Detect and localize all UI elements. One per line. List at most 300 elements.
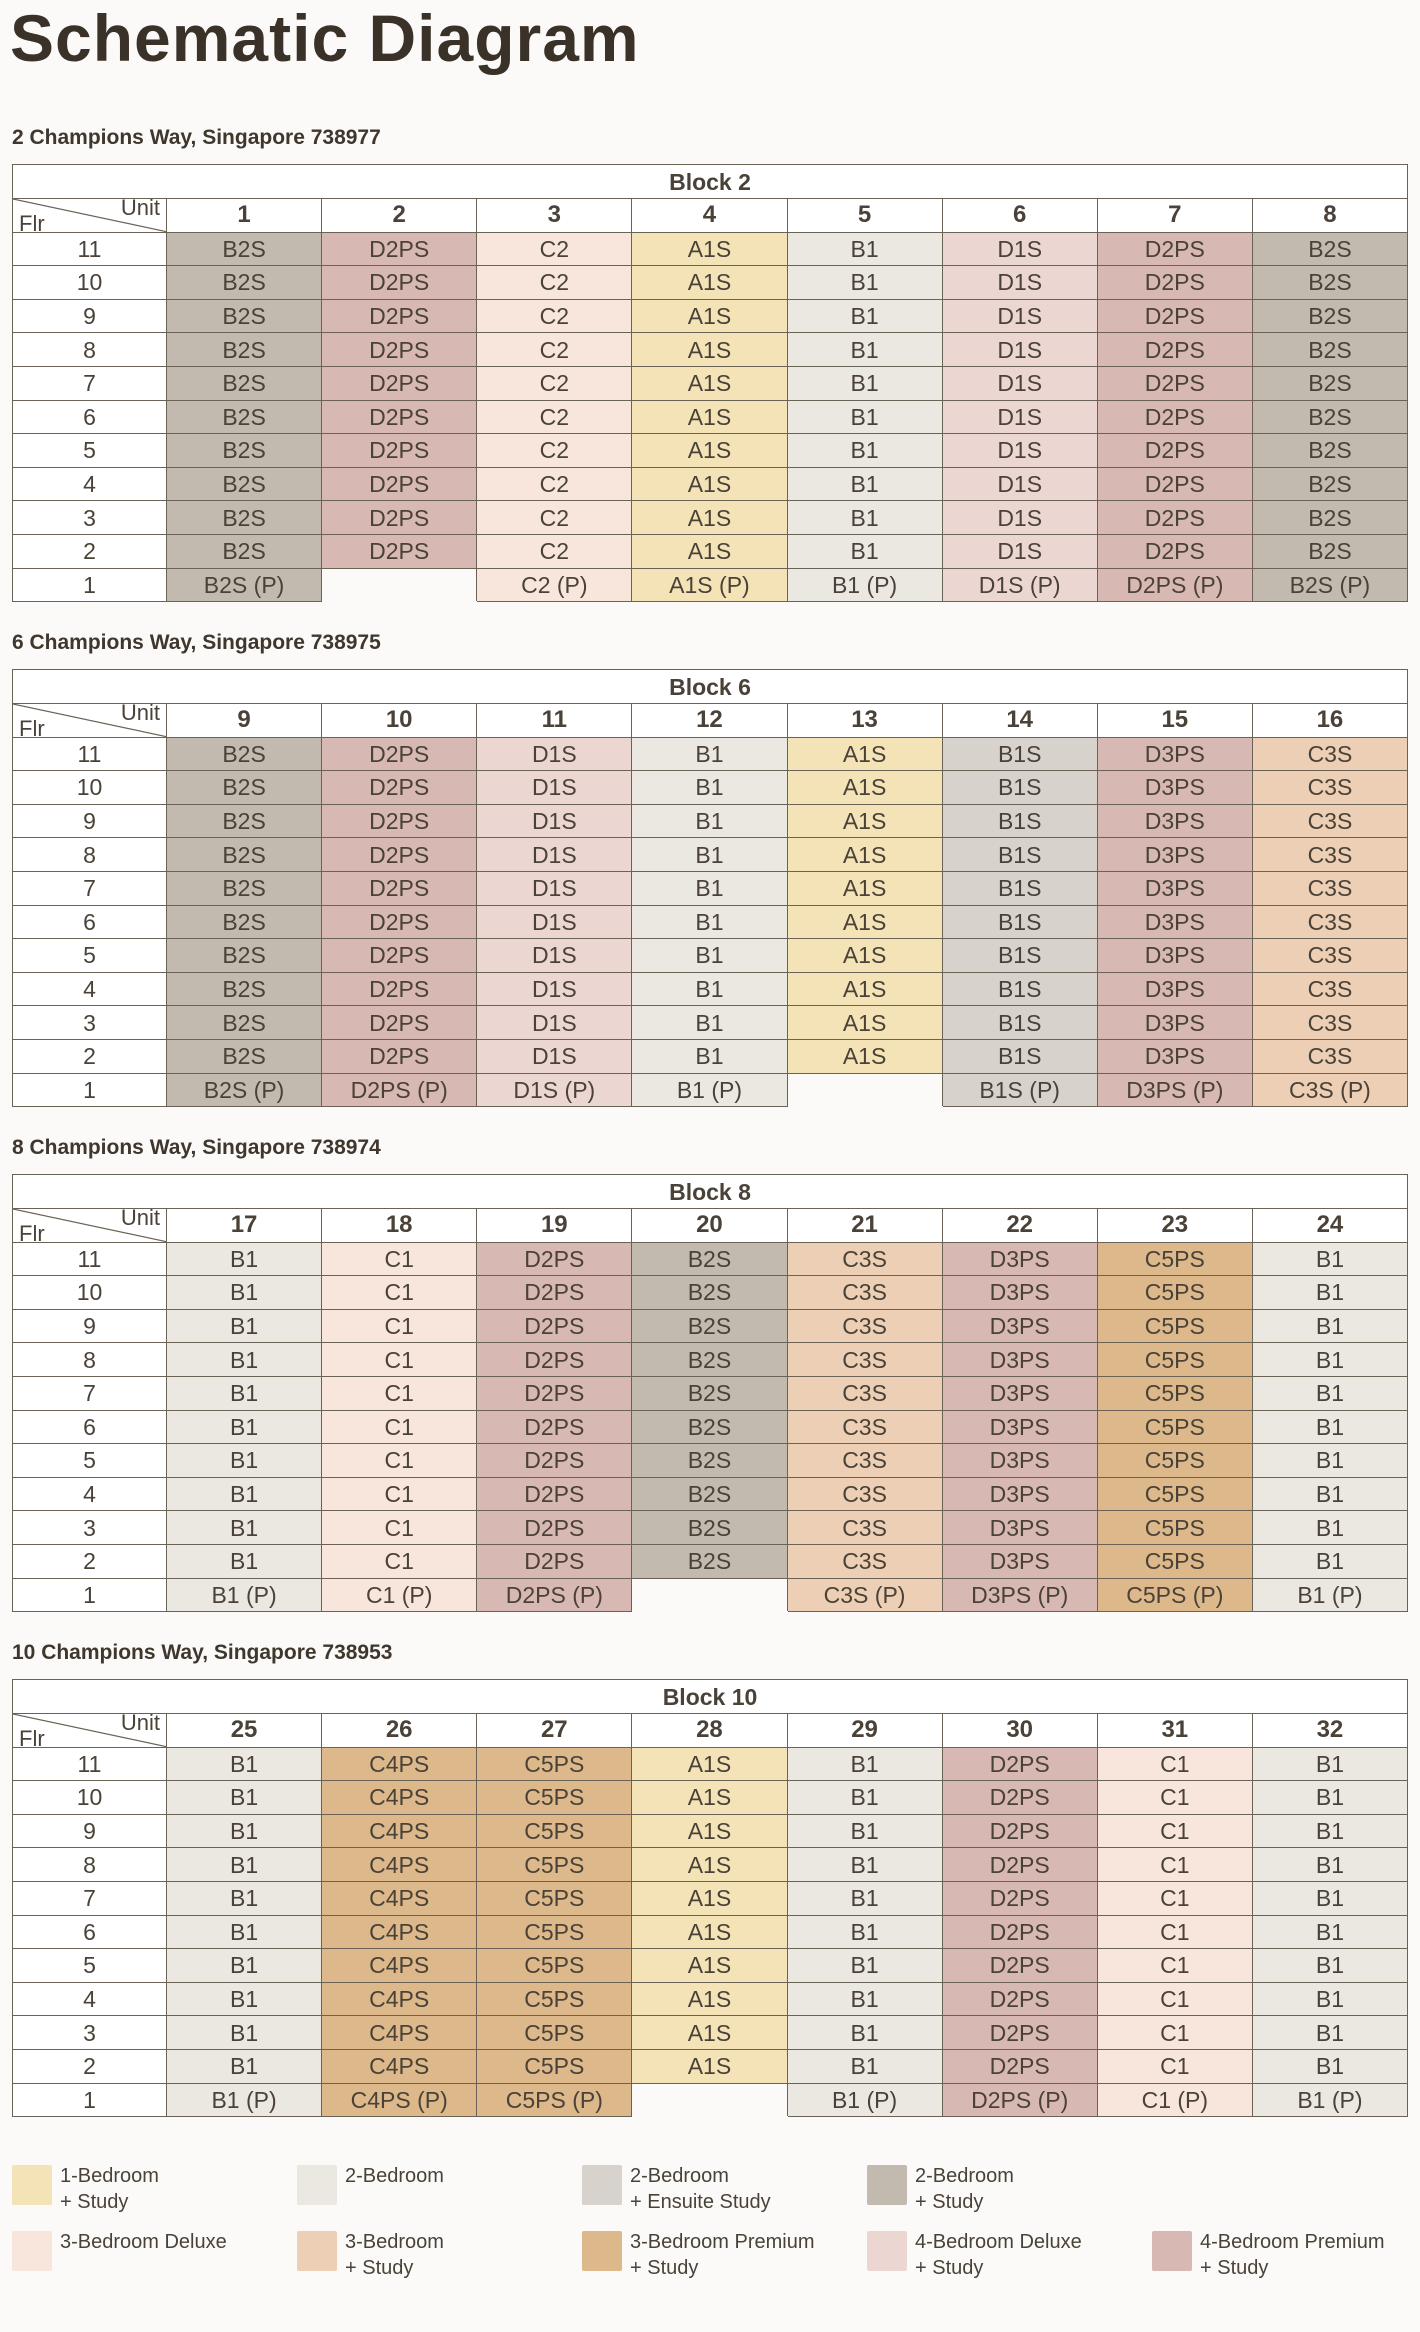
unit-cell: D1S: [942, 534, 1097, 568]
unit-cell-ground: B2S (P): [1252, 568, 1407, 602]
unit-cell-ground: B1 (P): [1252, 1578, 1407, 1612]
unit-cell: D2PS: [477, 1242, 632, 1276]
legend-label: [345, 2163, 545, 2189]
floor-number: 6: [13, 1410, 167, 1444]
floor-number: 3: [13, 2016, 167, 2050]
unit-cell: C1: [1097, 2049, 1252, 2083]
unit-cell: C3S: [787, 1444, 942, 1478]
legend-label: [60, 2163, 260, 2215]
unit-cell: D3PS: [942, 1309, 1097, 1343]
legend-label-line1: 1-Bedroom: [60, 2165, 159, 2187]
unit-cell: D3PS: [1097, 804, 1252, 838]
block-unit-table: [12, 669, 1408, 1107]
unit-cell: D1S: [942, 266, 1097, 300]
block-unit-table: [12, 164, 1408, 602]
block-title: Block 8: [13, 1175, 1408, 1209]
unit-cell: A1S: [787, 939, 942, 973]
corner-header: [13, 700, 167, 741]
legend-label-line2: + Study: [630, 2257, 699, 2279]
unit-cell: B1S: [942, 737, 1097, 771]
floor-row: [13, 1747, 1408, 1781]
unit-header-label: Unit: [120, 1710, 160, 1735]
floor-row: [13, 2049, 1408, 2083]
unit-cell: D1S: [942, 400, 1097, 434]
unit-cell: B1: [167, 1747, 322, 1781]
unit-cell-empty: [632, 1578, 787, 1612]
floor-number: 11: [13, 232, 167, 266]
unit-cell: B1S: [942, 905, 1097, 939]
unit-cell: B1: [787, 1915, 942, 1949]
unit-cell: B1: [167, 1544, 322, 1578]
unit-cell: B2S: [167, 804, 322, 838]
unit-cell: A1S: [787, 905, 942, 939]
floor-row: [13, 1343, 1408, 1377]
unit-cell: B2S: [167, 1006, 322, 1040]
legend-label: [915, 2229, 1115, 2281]
unit-cell: D1S: [477, 1039, 632, 1073]
unit-cell: C2: [477, 232, 632, 266]
unit-cell: B2S: [167, 771, 322, 805]
floor-row: [13, 2016, 1408, 2050]
unit-cell: B1: [167, 1410, 322, 1444]
unit-cell: B1: [787, 1747, 942, 1781]
unit-cell-ground: D3PS (P): [1097, 1073, 1252, 1107]
unit-cell: D2PS: [1097, 232, 1252, 266]
floor-row: [13, 1444, 1408, 1478]
legend-swatch: [12, 2165, 52, 2205]
unit-cell: D2PS: [942, 1982, 1097, 2016]
unit-cell: C5PS: [1097, 1376, 1252, 1410]
unit-cell: B2S: [1252, 333, 1407, 367]
legend-item: [297, 2165, 545, 2205]
unit-cell: C3S: [1252, 1006, 1407, 1040]
unit-cell: D2PS: [477, 1410, 632, 1444]
block-address: 8 Champions Way, Singapore 738974: [12, 1136, 381, 1159]
legend-swatch: [12, 2231, 52, 2271]
legend-swatch: [582, 2231, 622, 2271]
unit-cell: B1: [1252, 1781, 1407, 1815]
unit-cell: D2PS: [322, 501, 477, 535]
unit-cell-ground: A1S (P): [632, 568, 787, 602]
unit-cell: D2PS: [322, 804, 477, 838]
unit-cell: B1S: [942, 804, 1097, 838]
unit-number: 24: [1252, 1209, 1407, 1243]
floor-row: [13, 501, 1408, 535]
legend-item: [12, 2165, 260, 2215]
unit-cell: C3S: [787, 1276, 942, 1310]
unit-cell: C3S: [1252, 771, 1407, 805]
unit-cell-ground: C2 (P): [477, 568, 632, 602]
unit-cell-ground: D2PS (P): [477, 1578, 632, 1612]
floor-number: 5: [13, 939, 167, 973]
unit-cell-ground: B1 (P): [787, 568, 942, 602]
unit-cell-ground: B1 (P): [167, 2083, 322, 2117]
legend-label: [915, 2163, 1115, 2215]
floor-number: 8: [13, 1848, 167, 1882]
unit-cell: D3PS: [1097, 871, 1252, 905]
unit-cell: C4PS: [322, 1949, 477, 1983]
legend-swatch: [867, 2165, 907, 2205]
unit-cell: B1: [787, 333, 942, 367]
floor-row: [13, 266, 1408, 300]
unit-cell: B1: [1252, 1276, 1407, 1310]
unit-cell: B2S: [167, 501, 322, 535]
floor-row: [13, 467, 1408, 501]
unit-cell: C4PS: [322, 1781, 477, 1815]
unit-cell: B2S: [1252, 434, 1407, 468]
unit-cell-ground: C1 (P): [322, 1578, 477, 1612]
unit-number: 10: [322, 704, 477, 738]
unit-cell: C4PS: [322, 1747, 477, 1781]
floor-row: [13, 568, 1408, 602]
unit-number: 31: [1097, 1714, 1252, 1748]
unit-cell: C5PS: [1097, 1410, 1252, 1444]
unit-cell: B1: [1252, 1309, 1407, 1343]
unit-cell: C4PS: [322, 1814, 477, 1848]
unit-cell: B1: [167, 1444, 322, 1478]
unit-cell-ground: C3S (P): [1252, 1073, 1407, 1107]
floor-row: [13, 1309, 1408, 1343]
floor-number: 6: [13, 905, 167, 939]
floor-number: 2: [13, 2049, 167, 2083]
unit-cell: C3S: [1252, 939, 1407, 973]
unit-cell-ground: B1 (P): [787, 2083, 942, 2117]
unit-cell: D2PS: [1097, 266, 1252, 300]
unit-cell: D3PS: [942, 1544, 1097, 1578]
legend-label-line1: 2-Bedroom: [915, 2165, 1014, 2187]
block-title: Block 6: [13, 670, 1408, 704]
unit-cell: D3PS: [1097, 905, 1252, 939]
floor-number: 5: [13, 1444, 167, 1478]
floor-number: 7: [13, 1376, 167, 1410]
unit-cell-ground: D1S (P): [477, 1073, 632, 1107]
unit-cell: B2S: [167, 299, 322, 333]
block-section: [12, 1132, 1408, 1612]
unit-cell: D2PS: [322, 467, 477, 501]
unit-cell-empty: [322, 568, 477, 602]
floor-row: [13, 366, 1408, 400]
unit-cell: D2PS: [322, 534, 477, 568]
unit-cell: B1: [1252, 1915, 1407, 1949]
unit-cell: B2S: [167, 939, 322, 973]
unit-number: 21: [787, 1209, 942, 1243]
unit-cell: A1S: [632, 1949, 787, 1983]
unit-cell: D2PS: [942, 2016, 1097, 2050]
unit-cell: C3S: [787, 1242, 942, 1276]
unit-cell: D2PS: [942, 2049, 1097, 2083]
legend-item: [867, 2165, 1115, 2215]
unit-cell: D2PS: [942, 1949, 1097, 1983]
unit-cell: B1: [167, 1881, 322, 1915]
unit-cell: B1: [632, 771, 787, 805]
floor-number: 8: [13, 838, 167, 872]
legend-label-line1: 4-Bedroom Premium: [1200, 2231, 1385, 2253]
legend-swatch: [297, 2231, 337, 2271]
unit-cell: D1S: [477, 771, 632, 805]
unit-cell: B1S: [942, 871, 1097, 905]
unit-cell: D2PS: [322, 972, 477, 1006]
floor-row: [13, 1949, 1408, 1983]
unit-cell: B1: [167, 1477, 322, 1511]
floor-row: [13, 1578, 1408, 1612]
unit-cell: C1: [322, 1410, 477, 1444]
unit-cell-ground: D2PS (P): [942, 2083, 1097, 2117]
floor-row: [13, 299, 1408, 333]
corner-header: [13, 195, 167, 236]
unit-cell: C3S: [787, 1309, 942, 1343]
unit-cell: C3S: [787, 1544, 942, 1578]
unit-cell: B2S: [167, 366, 322, 400]
unit-cell: D2PS: [322, 266, 477, 300]
unit-cell: C4PS: [322, 1848, 477, 1882]
floor-row: [13, 771, 1408, 805]
unit-cell: D1S: [942, 501, 1097, 535]
unit-cell: D2PS: [942, 1781, 1097, 1815]
unit-number: 14: [942, 704, 1097, 738]
unit-cell: B1: [167, 2049, 322, 2083]
unit-number: 18: [322, 1209, 477, 1243]
unit-cell: B2S: [632, 1343, 787, 1377]
unit-cell: C5PS: [477, 1982, 632, 2016]
block-title: Block 2: [13, 165, 1408, 199]
unit-cell: B2S: [632, 1276, 787, 1310]
unit-cell: D2PS: [322, 333, 477, 367]
unit-cell: C5PS: [477, 1915, 632, 1949]
floor-number: 10: [13, 1781, 167, 1815]
unit-cell: D1S: [477, 1006, 632, 1040]
unit-cell: C3S: [1252, 871, 1407, 905]
unit-cell: C3S: [1252, 1039, 1407, 1073]
unit-cell-ground: C4PS (P): [322, 2083, 477, 2117]
unit-cell: C2: [477, 266, 632, 300]
unit-cell: B1: [632, 972, 787, 1006]
unit-cell: D2PS: [477, 1343, 632, 1377]
unit-cell: A1S: [787, 972, 942, 1006]
unit-cell: B1: [632, 838, 787, 872]
unit-cell: B1: [1252, 2049, 1407, 2083]
unit-cell: D2PS: [1097, 467, 1252, 501]
unit-cell: C1: [1097, 1781, 1252, 1815]
floor-number: 4: [13, 1477, 167, 1511]
floor-row: [13, 1781, 1408, 1815]
unit-cell: B1: [1252, 1511, 1407, 1545]
unit-number: 13: [787, 704, 942, 738]
unit-cell: B1: [1252, 1814, 1407, 1848]
unit-cell: C5PS: [477, 1781, 632, 1815]
unit-cell: D2PS: [322, 905, 477, 939]
unit-cell: C5PS: [477, 1848, 632, 1882]
floor-number: 1: [13, 568, 167, 602]
unit-cell: B1: [787, 1781, 942, 1815]
floor-header-label: Flr: [19, 1220, 45, 1246]
unit-cell: B1: [787, 467, 942, 501]
unit-cell: B2S: [632, 1511, 787, 1545]
unit-cell: B1: [1252, 1376, 1407, 1410]
unit-number: 22: [942, 1209, 1097, 1243]
floor-row: [13, 1544, 1408, 1578]
unit-cell: C2: [477, 366, 632, 400]
unit-cell: C1: [322, 1511, 477, 1545]
floor-row: [13, 333, 1408, 367]
floor-row: [13, 1006, 1408, 1040]
unit-cell: D2PS: [1097, 501, 1252, 535]
unit-header-label: Unit: [120, 1205, 160, 1230]
unit-number: 5: [787, 199, 942, 233]
unit-cell: D3PS: [1097, 838, 1252, 872]
block-title: Block 10: [13, 1680, 1408, 1714]
floor-row: [13, 972, 1408, 1006]
block-section: [12, 122, 1408, 602]
unit-cell: C3S: [1252, 905, 1407, 939]
floor-number: 1: [13, 1073, 167, 1107]
floor-number: 7: [13, 366, 167, 400]
unit-cell: B2S: [1252, 501, 1407, 535]
unit-cell: D1S: [942, 232, 1097, 266]
unit-cell: C3S: [1252, 972, 1407, 1006]
unit-cell: B1: [787, 299, 942, 333]
unit-cell: B2S: [167, 434, 322, 468]
legend-swatch: [867, 2231, 907, 2271]
unit-cell: D2PS: [322, 838, 477, 872]
unit-header-label: Unit: [120, 195, 160, 220]
unit-cell: D3PS: [942, 1343, 1097, 1377]
floor-row: [13, 1039, 1408, 1073]
unit-number: 8: [1252, 199, 1407, 233]
floor-number: 1: [13, 2083, 167, 2117]
floor-number: 1: [13, 1578, 167, 1612]
unit-cell: B1: [787, 2049, 942, 2083]
unit-cell: C1: [322, 1477, 477, 1511]
legend-label-line1: 4-Bedroom Deluxe: [915, 2231, 1082, 2253]
unit-cell-ground: B2S (P): [167, 568, 322, 602]
unit-cell: B1: [1252, 2016, 1407, 2050]
unit-cell: A1S: [787, 737, 942, 771]
block-section: [12, 1637, 1408, 2117]
unit-cell: C1: [322, 1242, 477, 1276]
unit-cell: B1: [167, 1982, 322, 2016]
unit-cell: C3S: [787, 1343, 942, 1377]
unit-cell: A1S: [632, 1982, 787, 2016]
unit-cell: C5PS: [1097, 1511, 1252, 1545]
unit-cell: C2: [477, 534, 632, 568]
unit-cell: A1S: [632, 1848, 787, 1882]
unit-cell: A1S: [632, 2016, 787, 2050]
unit-cell: D2PS: [322, 400, 477, 434]
unit-cell: C5PS: [477, 2049, 632, 2083]
floor-number: 4: [13, 1982, 167, 2016]
unit-cell-ground: B1 (P): [167, 1578, 322, 1612]
unit-cell: A1S: [632, 434, 787, 468]
legend: [12, 2165, 1412, 2295]
unit-number: 1: [167, 199, 322, 233]
legend-item: [297, 2231, 545, 2281]
unit-cell: B1: [787, 366, 942, 400]
unit-cell: D2PS: [322, 366, 477, 400]
floor-header-label: Flr: [19, 1725, 45, 1751]
block-section: [12, 627, 1408, 1107]
unit-cell: B1: [1252, 1848, 1407, 1882]
unit-cell: C3S: [1252, 737, 1407, 771]
floor-number: 10: [13, 266, 167, 300]
unit-cell: B2S: [167, 1039, 322, 1073]
block-address: 10 Champions Way, Singapore 738953: [12, 1641, 393, 1664]
legend-label: [345, 2229, 545, 2281]
floor-number: 7: [13, 871, 167, 905]
unit-cell: B1S: [942, 1039, 1097, 1073]
unit-number: 7: [1097, 199, 1252, 233]
unit-cell: C5PS: [1097, 1276, 1252, 1310]
floor-number: 9: [13, 1309, 167, 1343]
unit-cell: D1S: [477, 871, 632, 905]
unit-cell: A1S: [787, 871, 942, 905]
unit-number: 23: [1097, 1209, 1252, 1243]
unit-cell: D2PS: [322, 871, 477, 905]
floor-row: [13, 400, 1408, 434]
unit-cell: C3S: [787, 1477, 942, 1511]
unit-cell: C3S: [1252, 838, 1407, 872]
legend-item: [1152, 2231, 1400, 2281]
unit-cell: A1S: [632, 232, 787, 266]
unit-cell: D1S: [477, 804, 632, 838]
unit-cell: A1S: [632, 333, 787, 367]
legend-label-line1: 2-Bedroom: [630, 2165, 729, 2187]
legend-item: [582, 2231, 830, 2281]
unit-cell: B2S: [1252, 467, 1407, 501]
unit-cell: B1: [632, 1006, 787, 1040]
unit-cell: D2PS: [1097, 534, 1252, 568]
floor-number: 3: [13, 1006, 167, 1040]
unit-cell: D3PS: [1097, 737, 1252, 771]
unit-cell-ground: D2PS (P): [322, 1073, 477, 1107]
floor-number: 2: [13, 1039, 167, 1073]
floor-row: [13, 1848, 1408, 1882]
unit-cell: C4PS: [322, 1982, 477, 2016]
unit-cell: B2S: [1252, 400, 1407, 434]
unit-cell: B1: [1252, 1444, 1407, 1478]
unit-cell: D1S: [942, 333, 1097, 367]
unit-cell: D2PS: [942, 1747, 1097, 1781]
unit-cell: B1: [1252, 1544, 1407, 1578]
unit-cell: B2S: [167, 266, 322, 300]
unit-cell: B2S: [167, 905, 322, 939]
unit-cell: B1S: [942, 838, 1097, 872]
unit-cell: C1: [322, 1444, 477, 1478]
unit-header-label: Unit: [120, 700, 160, 725]
floor-number: 11: [13, 1747, 167, 1781]
unit-number: 28: [632, 1714, 787, 1748]
unit-cell: B1: [1252, 1881, 1407, 1915]
unit-cell: B1: [787, 1949, 942, 1983]
unit-cell: A1S: [632, 467, 787, 501]
unit-cell: D2PS: [322, 1039, 477, 1073]
unit-cell: B1S: [942, 771, 1097, 805]
floor-number: 8: [13, 333, 167, 367]
unit-cell: B1: [632, 871, 787, 905]
unit-cell: B1: [1252, 1343, 1407, 1377]
unit-cell: B1: [787, 1814, 942, 1848]
floor-row: [13, 1814, 1408, 1848]
unit-cell: C1: [1097, 1881, 1252, 1915]
unit-cell: D2PS: [477, 1309, 632, 1343]
unit-number: 9: [167, 704, 322, 738]
legend-swatch: [297, 2165, 337, 2205]
legend-swatch: [1152, 2231, 1192, 2271]
unit-cell: A1S: [787, 838, 942, 872]
unit-cell: B1: [167, 1915, 322, 1949]
unit-cell: B1: [167, 1343, 322, 1377]
unit-cell: B1: [167, 1376, 322, 1410]
unit-cell: C1: [1097, 1982, 1252, 2016]
